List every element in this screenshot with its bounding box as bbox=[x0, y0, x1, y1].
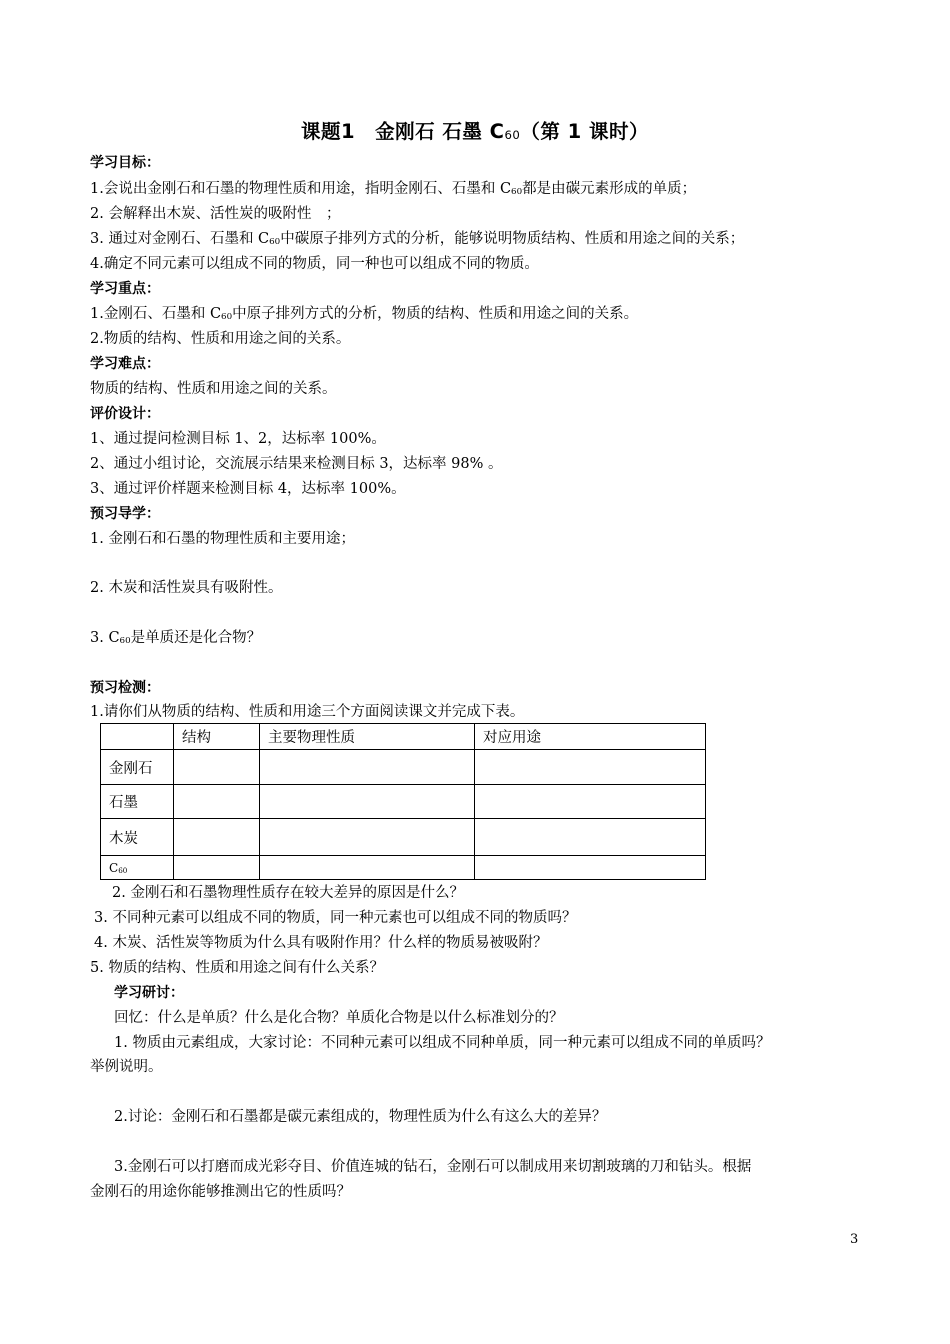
keypoint-1: 1.金刚石、石墨和 $C_{60}$中原子排列方式的分析，物质的结构、性质和用途之间的关系。 bbox=[90, 306, 639, 322]
check-question-2: 2. 金刚石和石墨物理性质存在较大差异的原因是什么？ bbox=[112, 885, 464, 901]
table-cell bbox=[475, 785, 706, 819]
table-cell bbox=[475, 819, 706, 856]
table-cell bbox=[260, 819, 475, 856]
objectives-heading: 学习目标： bbox=[90, 155, 160, 171]
difficulty-text: 物质的结构、性质和用途之间的关系。 bbox=[90, 381, 337, 397]
objective-1: 1.会说出金刚石和石墨的物理性质和用途，指明金刚石、石墨和 $C_{60}$都是由碳元素形成的单质； bbox=[90, 181, 697, 197]
table-row-label: $C_{60}$ bbox=[101, 856, 174, 880]
objective-4: 4.确定不同元素可以组成不同的物质，同一种也可以组成不同的物质。 bbox=[90, 256, 539, 272]
table-cell bbox=[475, 750, 706, 785]
page-number: 3 bbox=[850, 1232, 859, 1247]
evaluation-heading: 评价设计： bbox=[90, 406, 160, 422]
table-cell bbox=[260, 750, 475, 785]
difficulty-heading: 学习难点： bbox=[90, 356, 160, 372]
discussion-3-line-2: 金刚石的用途你能够推测出它的性质吗？ bbox=[90, 1184, 351, 1200]
check-question-3: 3. 不同种元素可以组成不同的物质，同一种元素也可以组成不同的物质吗？ bbox=[94, 910, 577, 926]
discussion-1-line-2: 举例说明。 bbox=[90, 1059, 163, 1075]
table-header-row bbox=[101, 724, 706, 750]
preview-1: 1. 金刚石和石墨的物理性质和主要用途； bbox=[90, 531, 355, 547]
discussion-heading: 学习研讨： bbox=[114, 985, 184, 1001]
table-header-cell: 主要物理性质 bbox=[260, 724, 475, 750]
table-header-cell: 结构 bbox=[174, 724, 260, 750]
table-header-cell: 对应用途 bbox=[475, 724, 706, 750]
check-question-4: 4. 木炭、活性炭等物质为什么具有吸附作用？什么样的物质易被吸附？ bbox=[94, 935, 548, 951]
keypoints-heading: 学习重点： bbox=[90, 281, 160, 297]
table-cell bbox=[174, 856, 260, 880]
discussion-1-line-1: 1. 物质由元素组成，大家讨论：不同种元素可以组成不同种单质，同一种元素可以组成不同的单质吗？ bbox=[114, 1035, 771, 1051]
discussion-2: 2.讨论：金刚石和石墨都是碳元素组成的，物理性质为什么有这么大的差异？ bbox=[114, 1109, 607, 1125]
table-cell bbox=[174, 785, 260, 819]
objective-3: 3. 通过对金刚石、石墨和 $C_{60}$中碳原子排列方式的分析，能够说明物质结构、性质和用途之间的关系； bbox=[90, 231, 745, 247]
table-row-label: 木炭 bbox=[101, 819, 174, 856]
check-question-5: 5. 物质的结构、性质和用途之间有什么关系？ bbox=[90, 960, 384, 976]
table-row-label: 金刚石 bbox=[101, 750, 174, 785]
table-row bbox=[101, 819, 706, 856]
property-table bbox=[100, 723, 706, 880]
table-header-cell bbox=[101, 724, 174, 750]
preview-3: 3. $C_{60}$是单质还是化合物？ bbox=[90, 630, 262, 646]
preview-2: 2. 木炭和活性炭具有吸附性。 bbox=[90, 580, 283, 596]
table-row-label: 石墨 bbox=[101, 785, 174, 819]
preview-heading: 预习导学： bbox=[90, 506, 160, 522]
table-row bbox=[101, 856, 706, 880]
table-cell bbox=[475, 856, 706, 880]
table-row bbox=[101, 750, 706, 785]
table-cell bbox=[260, 785, 475, 819]
check-heading: 预习检测： bbox=[90, 680, 160, 696]
table-cell bbox=[260, 856, 475, 880]
check-intro: 1.请你们从物质的结构、性质和用途三个方面阅读课文并完成下表。 bbox=[90, 704, 525, 720]
page-title: 课题1 金刚石 石墨 $C_{60}$（第 1 课时） bbox=[301, 120, 649, 143]
keypoint-2: 2.物质的结构、性质和用途之间的关系。 bbox=[90, 331, 351, 347]
table-cell bbox=[174, 819, 260, 856]
table-row bbox=[101, 785, 706, 819]
objective-2: 2. 会解释出木炭、活性炭的吸附性 ； bbox=[90, 206, 341, 222]
discussion-3-line-1: 3.金刚石可以打磨而成光彩夺目、价值连城的钻石，金刚石可以制成用来切割玻璃的刀和钻头。根据 bbox=[114, 1159, 752, 1175]
table-cell bbox=[174, 750, 260, 785]
evaluation-2: 2、通过小组讨论，交流展示结果来检测目标 3，达标率 98% 。 bbox=[90, 456, 503, 472]
evaluation-1: 1、通过提问检测目标 1、2，达标率 100%。 bbox=[90, 431, 386, 447]
discussion-recall: 回忆：什么是单质？什么是化合物？单质化合物是以什么标准划分的？ bbox=[114, 1010, 564, 1026]
evaluation-3: 3、通过评价样题来检测目标 4，达标率 100%。 bbox=[90, 481, 406, 497]
